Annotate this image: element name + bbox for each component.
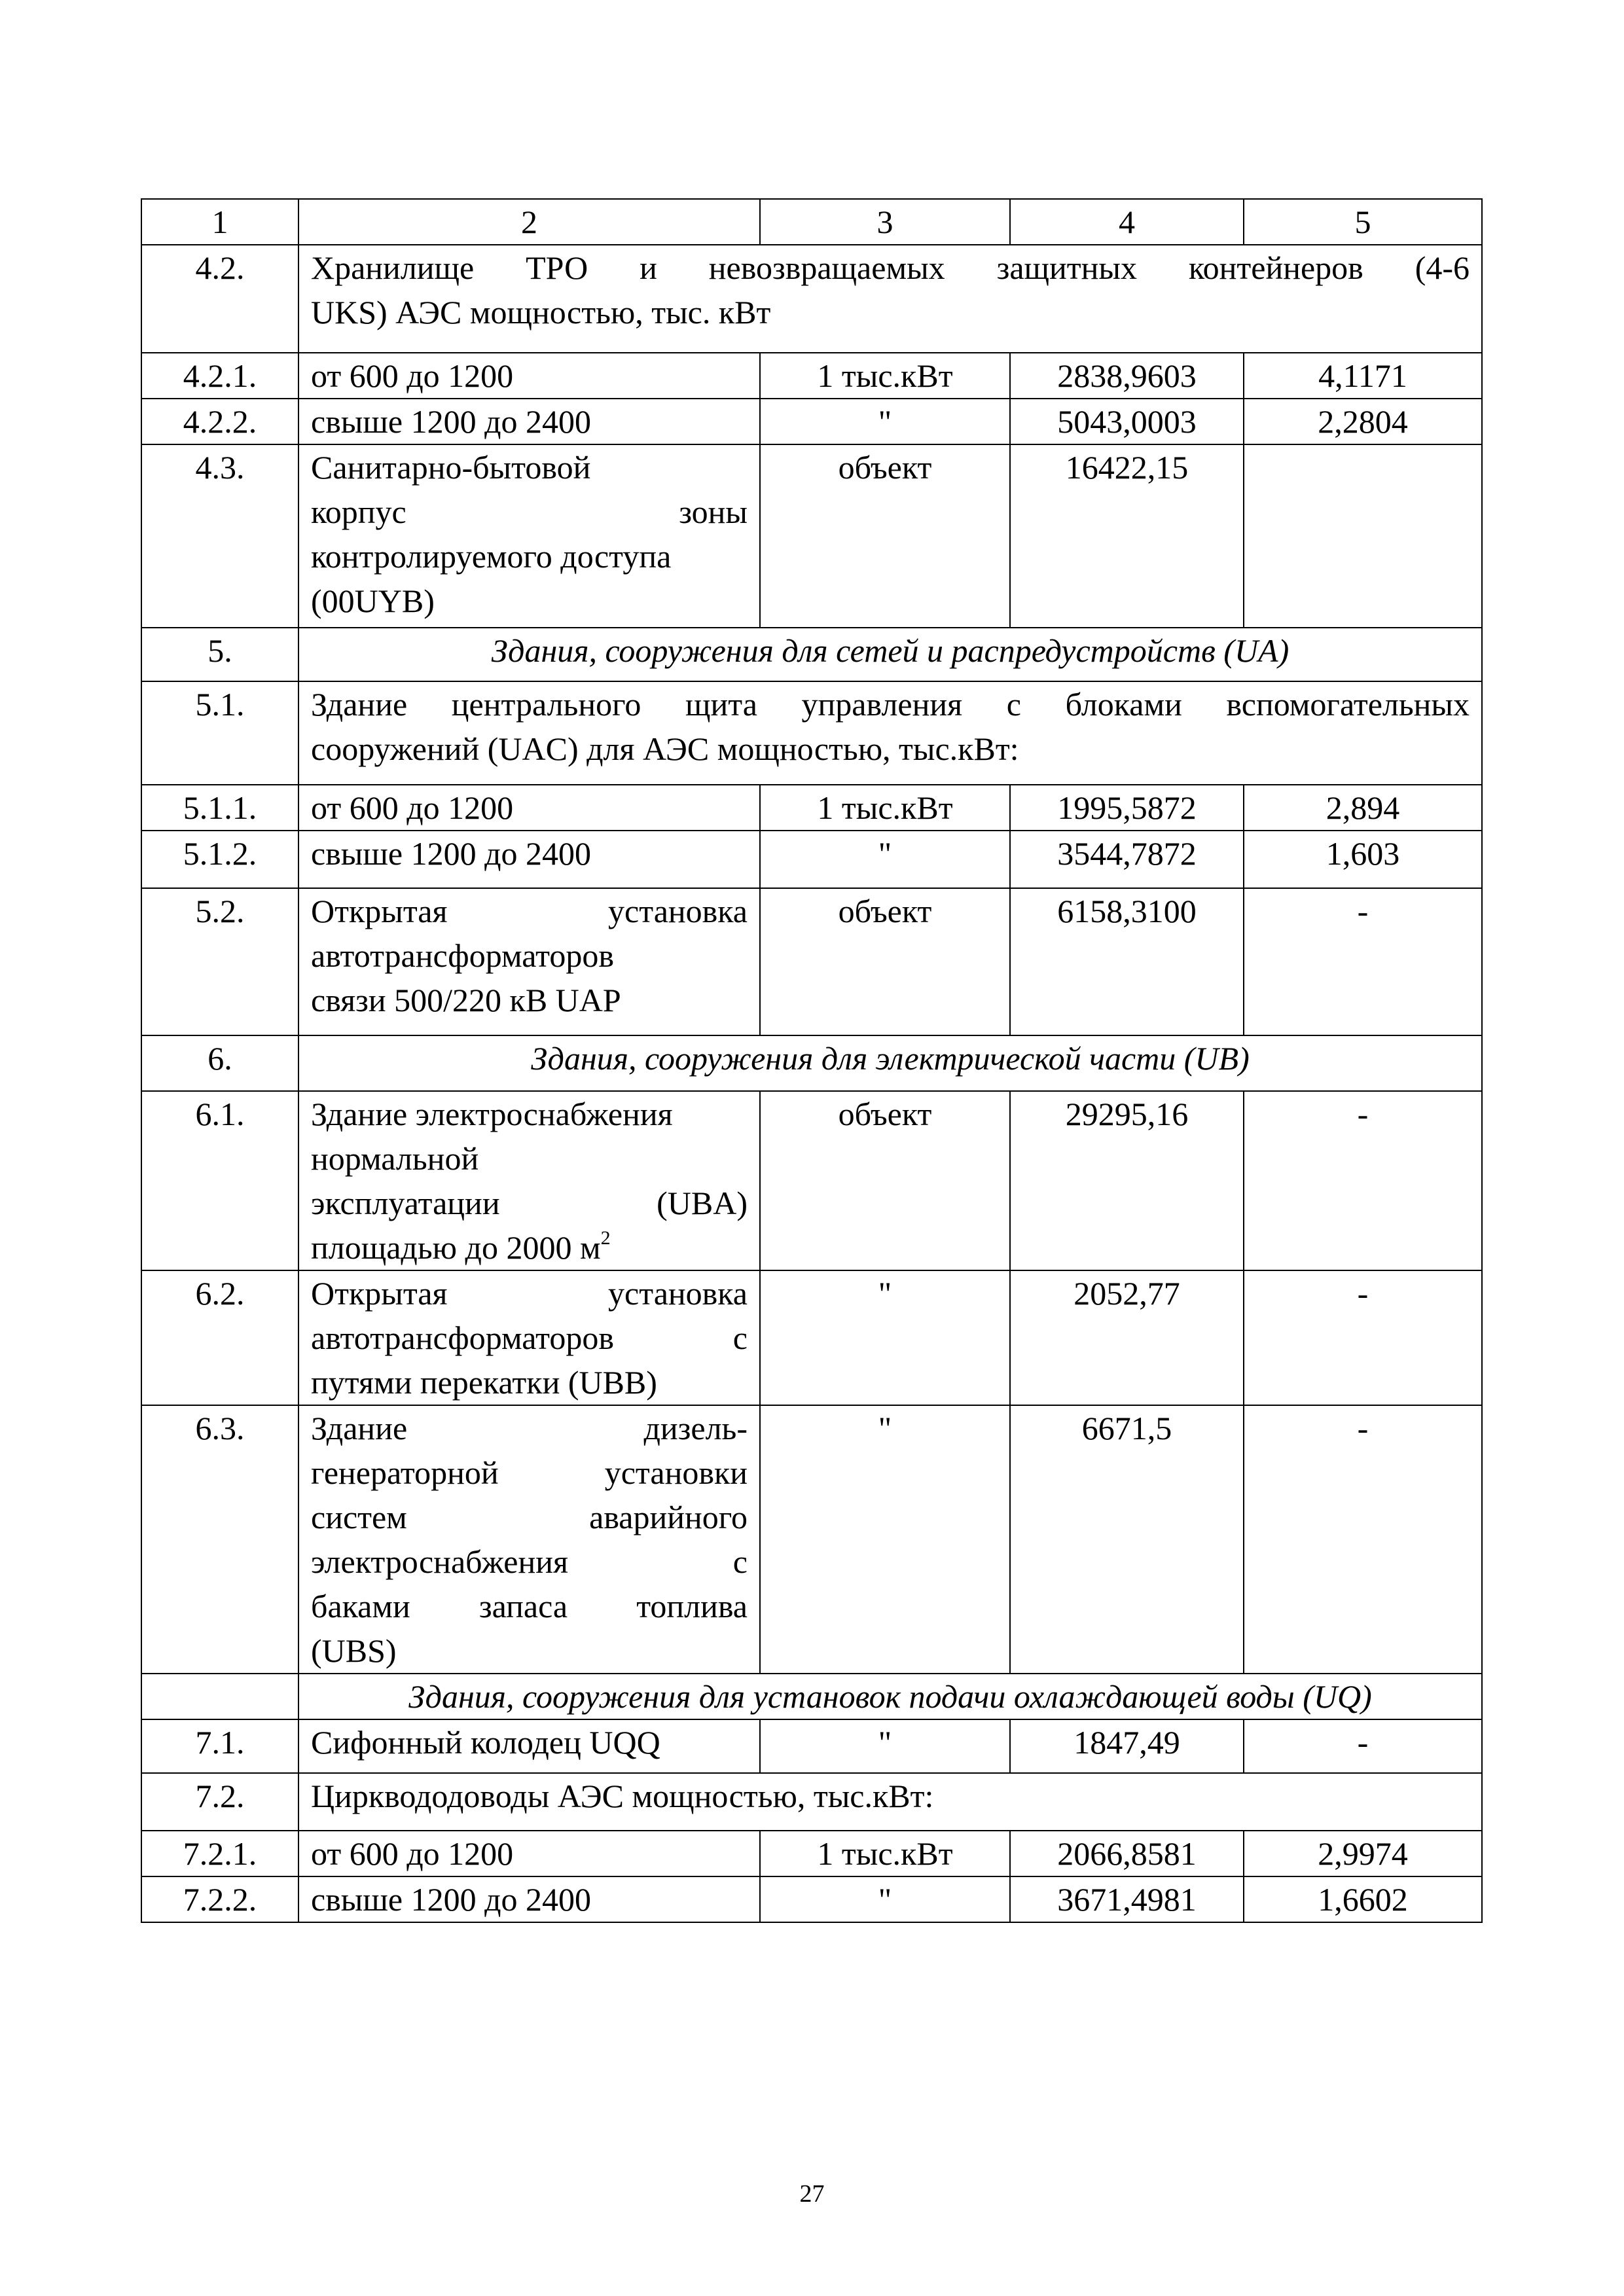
table-row <box>141 785 1482 831</box>
row-number: 7.1. <box>141 1719 298 1773</box>
row-unit: " <box>760 1719 1010 1773</box>
section-title: Здания, сооружения для установок подачи охлаждающей воды (UQ) <box>298 1674 1482 1719</box>
row-description: от 600 до 1200 <box>298 1831 760 1876</box>
row-extra: 1,603 <box>1244 831 1482 888</box>
row-price: 3671,4981 <box>1010 1876 1244 1922</box>
description-line: корпус зоны <box>311 493 748 530</box>
row-extra: - <box>1244 1091 1482 1270</box>
description-line: сооружений (UAC) для АЭС мощностью, тыс.кВт: <box>311 730 1019 767</box>
description-line: путями перекатки (UBB) <box>311 1364 657 1401</box>
row-extra: 1,6602 <box>1244 1876 1482 1922</box>
row-description: Сифонный колодец UQQ <box>298 1719 760 1773</box>
price-table <box>141 198 1483 1923</box>
row-number: 5.1.1. <box>141 785 298 831</box>
table-row <box>141 1270 1482 1405</box>
row-unit: объект <box>760 444 1010 628</box>
row-extra: 4,1171 <box>1244 353 1482 399</box>
section-title: Здания, сооружения для сетей и распредустройств (UA) <box>298 628 1482 681</box>
row-description <box>298 681 1482 785</box>
header-cell: 3 <box>760 199 1010 245</box>
row-number: 7.2.1. <box>141 1831 298 1876</box>
page-number: 27 <box>799 2180 825 2208</box>
row-description <box>298 444 760 628</box>
superscript: 2 <box>600 1227 611 1249</box>
table-row <box>141 888 1482 1035</box>
row-unit: " <box>760 1405 1010 1674</box>
row-description <box>298 1091 760 1270</box>
row-extra: 2,894 <box>1244 785 1482 831</box>
table-row <box>141 831 1482 888</box>
table-row <box>141 1719 1482 1773</box>
description-line: контролируемого доступа <box>311 538 672 575</box>
header-cell: 5 <box>1244 199 1482 245</box>
row-price: 6671,5 <box>1010 1405 1244 1674</box>
row-price: 6158,3100 <box>1010 888 1244 1035</box>
table-row <box>141 1091 1482 1270</box>
row-unit: " <box>760 1270 1010 1405</box>
table-row <box>141 1405 1482 1674</box>
header-row <box>141 199 1482 245</box>
description-line: Санитарно-бытовой <box>311 449 591 486</box>
header-cell: 4 <box>1010 199 1244 245</box>
row-price: 29295,16 <box>1010 1091 1244 1270</box>
row-unit: объект <box>760 1091 1010 1270</box>
row-number: 5.1.2. <box>141 831 298 888</box>
row-description <box>298 245 1482 353</box>
row-price: 1995,5872 <box>1010 785 1244 831</box>
row-number: 5. <box>141 628 298 681</box>
row-price: 2052,77 <box>1010 1270 1244 1405</box>
row-unit: " <box>760 831 1010 888</box>
row-number: 4.2. <box>141 245 298 353</box>
row-extra <box>1244 444 1482 628</box>
row-description <box>298 888 760 1035</box>
row-extra: 2,9974 <box>1244 1831 1482 1876</box>
description-line: (UBS) <box>311 1632 397 1669</box>
description-line: Открытая установка <box>311 893 748 929</box>
row-unit: 1 тыс.кВт <box>760 353 1010 399</box>
description-line: нормальной <box>311 1140 479 1177</box>
section-row <box>141 1674 1482 1719</box>
row-unit: " <box>760 399 1010 444</box>
description-line: Здание электроснабжения <box>311 1096 673 1132</box>
row-price: 3544,7872 <box>1010 831 1244 888</box>
table-row <box>141 1876 1482 1922</box>
description-line: баками запаса топлива <box>311 1588 748 1624</box>
description-text: площадью до 2000 м <box>311 1229 601 1266</box>
description-line: систем аварийного <box>311 1499 748 1535</box>
row-description: свыше 1200 до 2400 <box>298 399 760 444</box>
row-description <box>298 1270 760 1405</box>
row-price: 5043,0003 <box>1010 399 1244 444</box>
table-row <box>141 1831 1482 1876</box>
row-number <box>141 1674 298 1719</box>
row-description <box>298 1405 760 1674</box>
description-line: автотрансформаторов с <box>311 1319 748 1356</box>
row-number: 5.1. <box>141 681 298 785</box>
row-number: 4.2.2. <box>141 399 298 444</box>
row-unit: объект <box>760 888 1010 1035</box>
row-description: свыше 1200 до 2400 <box>298 1876 760 1922</box>
row-extra: - <box>1244 1270 1482 1405</box>
row-number: 6.2. <box>141 1270 298 1405</box>
row-description: Цирквододоводы АЭС мощностью, тыс.кВт: <box>298 1773 1482 1831</box>
row-extra: 2,2804 <box>1244 399 1482 444</box>
header-cell: 2 <box>298 199 760 245</box>
table-row <box>141 1773 1482 1831</box>
description-line: Здание центрального щита управления с блоками вспомогательных <box>311 686 1470 723</box>
row-number: 6.3. <box>141 1405 298 1674</box>
row-number: 6. <box>141 1035 298 1091</box>
description-line: эксплуатации (UBA) <box>311 1185 748 1221</box>
row-number: 5.2. <box>141 888 298 1035</box>
table-row <box>141 245 1482 353</box>
table-row <box>141 444 1482 628</box>
row-price: 2838,9603 <box>1010 353 1244 399</box>
description-line: Здание дизель- <box>311 1410 748 1446</box>
row-unit: 1 тыс.кВт <box>760 1831 1010 1876</box>
description-line: связи 500/220 кВ UAP <box>311 982 621 1018</box>
table-row <box>141 353 1482 399</box>
row-extra: - <box>1244 888 1482 1035</box>
section-row <box>141 628 1482 681</box>
row-number: 4.3. <box>141 444 298 628</box>
section-title: Здания, сооружения для электрической части (UB) <box>298 1035 1482 1091</box>
row-description: свыше 1200 до 2400 <box>298 831 760 888</box>
row-description: от 600 до 1200 <box>298 785 760 831</box>
description-line: автотрансформаторов <box>311 937 614 974</box>
row-number: 7.2. <box>141 1773 298 1831</box>
table-row <box>141 399 1482 444</box>
row-number: 7.2.2. <box>141 1876 298 1922</box>
row-price: 16422,15 <box>1010 444 1244 628</box>
row-extra: - <box>1244 1719 1482 1773</box>
row-unit: " <box>760 1876 1010 1922</box>
description-line: генераторной установки <box>311 1454 748 1491</box>
row-description: от 600 до 1200 <box>298 353 760 399</box>
row-unit: 1 тыс.кВт <box>760 785 1010 831</box>
description-line: (00UYB) <box>311 583 435 619</box>
header-cell: 1 <box>141 199 298 245</box>
row-number: 6.1. <box>141 1091 298 1270</box>
description-line: электроснабжения с <box>311 1543 748 1580</box>
row-extra: - <box>1244 1405 1482 1674</box>
row-price: 2066,8581 <box>1010 1831 1244 1876</box>
description-line: UKS) АЭС мощностью, тыс. кВт <box>311 294 771 331</box>
description-line <box>311 1225 748 1270</box>
row-number: 4.2.1. <box>141 353 298 399</box>
section-row <box>141 1035 1482 1091</box>
description-line: Хранилище ТРО и невозвращаемых защитных контейнеров (4-6 <box>311 249 1470 286</box>
description-line: Открытая установка <box>311 1275 748 1312</box>
row-price: 1847,49 <box>1010 1719 1244 1773</box>
table-row <box>141 681 1482 785</box>
